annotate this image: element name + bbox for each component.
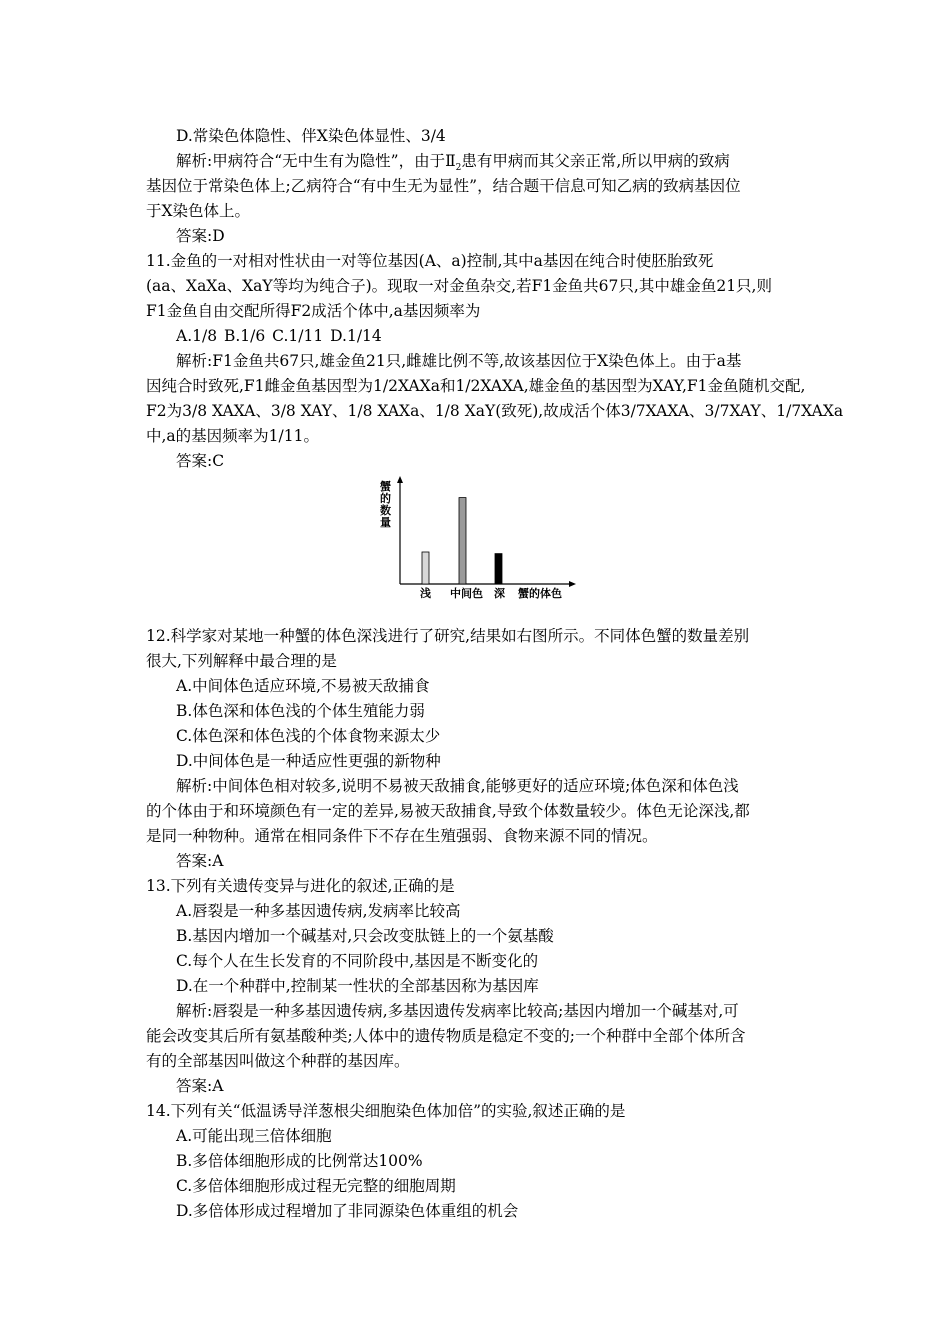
q11-options: A.1/8 B.1/6 C.1/11 D.1/14 <box>176 327 382 345</box>
q10-analysis-line-2: 基因位于常染色体上;乙病符合“有中生无为显性”，结合题干信息可知乙病的致病基因位 <box>146 177 741 195</box>
q13-option-a: A.唇裂是一种多基因遗传病,发病率比较高 <box>176 902 461 920</box>
q10-option-d: D.常染色体隐性、伴X染色体显性、3/4 <box>176 127 446 145</box>
bars <box>422 498 502 584</box>
q14-option-a: A.可能出现三倍体细胞 <box>176 1127 332 1145</box>
q12-option-b: B.体色深和体色浅的个体生殖能力弱 <box>176 702 425 720</box>
q12-stem-line-1: 12.科学家对某地一种蟹的体色深浅进行了研究,结果如右图所示。不同体色蟹的数量差别 <box>146 627 750 645</box>
q14-option-b: B.多倍体细胞形成的比例常达100% <box>176 1152 423 1170</box>
q13-analysis-line-3: 有的全部基因叫做这个种群的基因库。 <box>146 1052 410 1070</box>
q11-answer: 答案:C <box>176 452 225 470</box>
q13-answer: 答案:A <box>176 1077 224 1095</box>
q13-option-d: D.在一个种群中,控制某一性状的全部基因称为基因库 <box>176 977 539 995</box>
q13-option-b: B.基因内增加一个碱基对,只会改变肽链上的一个氨基酸 <box>176 927 554 945</box>
q12-option-a: A.中间体色适应环境,不易被天敌捕食 <box>176 677 430 695</box>
y-axis-label-char: 量 <box>380 516 391 529</box>
q10-analysis-line-1: 解析:甲病符合“无中生有为隐性”，由于$Ⅱ_2$患有甲病而其父亲正常,所以甲病的致病 <box>176 152 730 174</box>
x-tick-label: 浅 <box>420 587 431 600</box>
y-axis-label-char: 的 <box>380 492 391 505</box>
q12-stem-line-2: 很大,下列解释中最合理的是 <box>146 652 337 670</box>
q11-analysis-line-4: 中,a的基因频率为1/11。 <box>146 427 319 445</box>
q13-analysis-line-2: 能会改变其后所有氨基酸种类;人体中的遗传物质是稳定不变的;一个种群中全部个体所含 <box>146 1027 746 1045</box>
q11-stem-line-2: (aa、XaXa、XaY等均为纯合子)。现取一对金鱼杂交,若F1金鱼共67只,其中雄金鱼21只,则 <box>146 277 772 295</box>
q11-analysis-line-1: 解析:F1金鱼共67只,雄金鱼21只,雌雄比例不等,故该基因位于X染色体上。由于a基 <box>176 352 742 370</box>
q12-analysis-line-3: 是同一种物种。通常在相同条件下不存在生殖强弱、食物来源不同的情况。 <box>146 827 658 845</box>
q12-answer: 答案:A <box>176 852 224 870</box>
x-tick-label: 深 <box>494 587 505 600</box>
q13-option-c: C.每个人在生长发育的不同阶段中,基因是不断变化的 <box>176 952 539 970</box>
y-axis-arrow <box>397 476 403 483</box>
q11-stem-line-1: 11.金鱼的一对相对性状由一对等位基因(A、a)控制,其中a基因在纯合时使胚胎致死 <box>146 252 714 270</box>
q13-analysis-line-1: 解析:唇裂是一种多基因遗传病,多基因遗传发病率比较高;基因内增加一个碱基对,可 <box>176 1002 739 1020</box>
y-axis-label <box>380 479 391 529</box>
q12-analysis-line-2: 的个体由于和环境颜色有一定的差异,易被天敌捕食,导致个体数量较少。体色无论深浅,都 <box>146 802 750 820</box>
q11-stem-line-3: F1金鱼自由交配所得F2成活个体中,a基因频率为 <box>146 302 481 320</box>
x-tick-labels <box>420 586 505 600</box>
q12-option-d: D.中间体色是一种适应性更强的新物种 <box>176 752 441 770</box>
q13-stem: 13.下列有关遗传变异与进化的叙述,正确的是 <box>146 877 455 895</box>
q11-analysis-line-2: 因纯合时致死,F1雌金鱼基因型为1/2XAXa和1/2XAXA,雄金鱼的基因型为XAY,F1金鱼随机交配, <box>146 377 806 395</box>
q11-analysis-line-3: F2为3/8 XAXA、3/8 XAY、1/8 XAXa、1/8 XaY(致死),故成活个体3/7XAXA、3/7XAY、1/7XAXa <box>146 402 844 420</box>
crab-color-bar-chart <box>378 474 578 602</box>
q10-analysis-line-3: 于X染色体上。 <box>146 202 251 220</box>
q14-option-c: C.多倍体细胞形成过程无完整的细胞周期 <box>176 1177 456 1195</box>
y-axis-label-char: 数 <box>380 504 391 517</box>
bar-1 <box>459 498 466 584</box>
x-axis-label: 蟹的体色 <box>518 587 562 600</box>
q14-option-d: D.多倍体形成过程增加了非同源染色体重组的机会 <box>176 1202 519 1220</box>
bar-2 <box>495 554 502 584</box>
q14-stem: 14.下列有关“低温诱导洋葱根尖细胞染色体加倍”的实验,叙述正确的是 <box>146 1102 626 1120</box>
bar-0 <box>422 552 429 584</box>
q12-option-c: C.体色深和体色浅的个体食物来源太少 <box>176 727 441 745</box>
x-axis-arrow <box>569 581 576 587</box>
q10-answer: 答案:D <box>176 227 225 245</box>
y-axis-label-char: 蟹 <box>380 480 391 493</box>
x-tick-label: 中间色 <box>450 587 483 600</box>
q12-analysis-line-1: 解析:中间体色相对较多,说明不易被天敌捕食,能够更好的适应环境;体色深和体色浅 <box>176 777 739 795</box>
